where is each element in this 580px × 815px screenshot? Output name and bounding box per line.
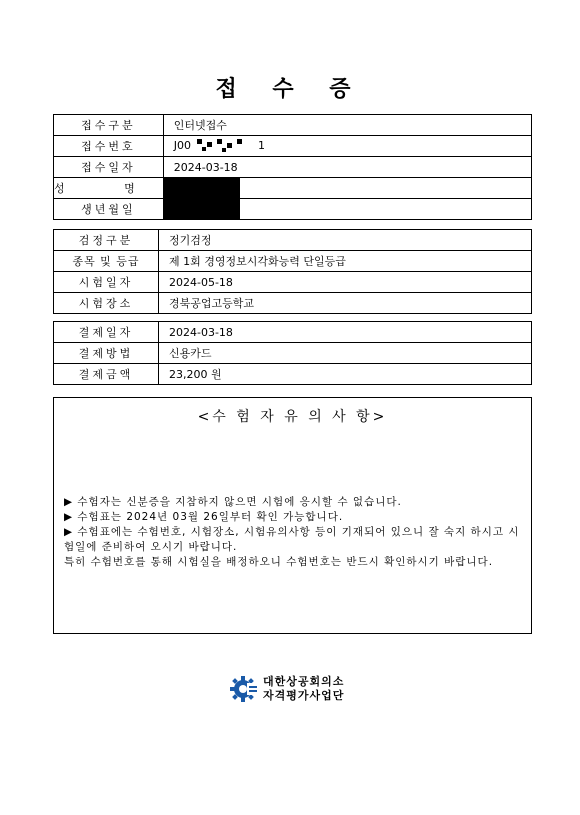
table-row xyxy=(54,157,532,178)
table-row xyxy=(54,115,532,136)
value-receipt-number xyxy=(163,136,531,157)
organization-logo xyxy=(229,675,389,705)
birthdate-redaction xyxy=(164,199,240,219)
label-subject-grade: 종목 및 등급 xyxy=(54,251,159,272)
value-subject-grade: 제 1회 경영정보시각화능력 단일등급 xyxy=(159,251,532,272)
value-exam-location: 경북공업고등학교 xyxy=(159,293,532,314)
value-receipt-date: 2024-03-18 xyxy=(163,157,531,178)
receipt-info-table xyxy=(53,114,532,220)
logo-text xyxy=(263,675,344,703)
payment-info-table xyxy=(53,321,532,385)
label-payment-method: 결제방법 xyxy=(54,343,159,364)
document-title: 접 수 증 xyxy=(215,77,365,102)
logo-line-2: 자격평가사업단 xyxy=(263,689,345,702)
notice-line: 특히 수험번호를 통해 시험실을 배정하오니 수험번호는 반드시 확인하시기 바랍니다. xyxy=(64,556,494,568)
label-exam-type: 검정구분 xyxy=(54,230,159,251)
logo-line-1: 대한상공회의소 xyxy=(263,675,345,688)
redaction-mosaic xyxy=(195,139,255,153)
notice-line: ▶ 수험자는 신분증을 지참하지 않으면 시험에 응시할 수 없습니다. xyxy=(64,496,402,508)
label-name: 성 명 xyxy=(54,178,164,199)
value-payment-method: 신용카드 xyxy=(159,343,532,364)
table-row xyxy=(54,293,532,314)
label-receipt-number: 접수번호 xyxy=(54,136,164,157)
table-row xyxy=(54,364,532,385)
table-row xyxy=(54,178,532,199)
gear-logo-icon xyxy=(229,675,259,703)
value-payment-amount: 23,200 원 xyxy=(159,364,532,385)
table-row xyxy=(54,322,532,343)
label-payment-amount: 결제금액 xyxy=(54,364,159,385)
notice-body xyxy=(64,495,526,570)
table-row xyxy=(54,343,532,364)
value-exam-type: 정기검정 xyxy=(159,230,532,251)
table-row xyxy=(54,230,532,251)
notice-box xyxy=(53,397,532,634)
label-exam-date: 시험일자 xyxy=(54,272,159,293)
table-row xyxy=(54,136,532,157)
table-row xyxy=(54,272,532,293)
notice-line: ▶ 수험표에는 수험번호, 시험장소, 시험유의사항 등이 기재되어 있으니 잘 숙지 하시고 시험일에 준비하여 오시기 바랍니다. xyxy=(64,526,520,553)
receipt-number-prefix: J00 xyxy=(173,139,191,152)
table-row xyxy=(54,199,532,220)
value-payment-date: 2024-03-18 xyxy=(159,322,532,343)
exam-info-table xyxy=(53,229,532,314)
label-birthdate: 생년월일 xyxy=(54,199,164,220)
value-birthdate xyxy=(163,199,531,220)
label-receipt-type: 접수구분 xyxy=(54,115,164,136)
receipt-number-suffix: 1 xyxy=(258,139,265,152)
value-exam-date: 2024-05-18 xyxy=(159,272,532,293)
label-receipt-date: 접수일자 xyxy=(54,157,164,178)
notice-line: ▶ 수험표는 2024년 03월 26일부터 확인 가능합니다. xyxy=(64,511,344,523)
notice-title: <수 험 자 유 의 사 항> xyxy=(197,409,388,425)
table-row xyxy=(54,251,532,272)
value-receipt-type: 인터넷접수 xyxy=(163,115,531,136)
name-redaction xyxy=(164,178,240,198)
label-exam-location: 시험장소 xyxy=(54,293,159,314)
label-payment-date: 결제일자 xyxy=(54,322,159,343)
value-name xyxy=(163,178,531,199)
